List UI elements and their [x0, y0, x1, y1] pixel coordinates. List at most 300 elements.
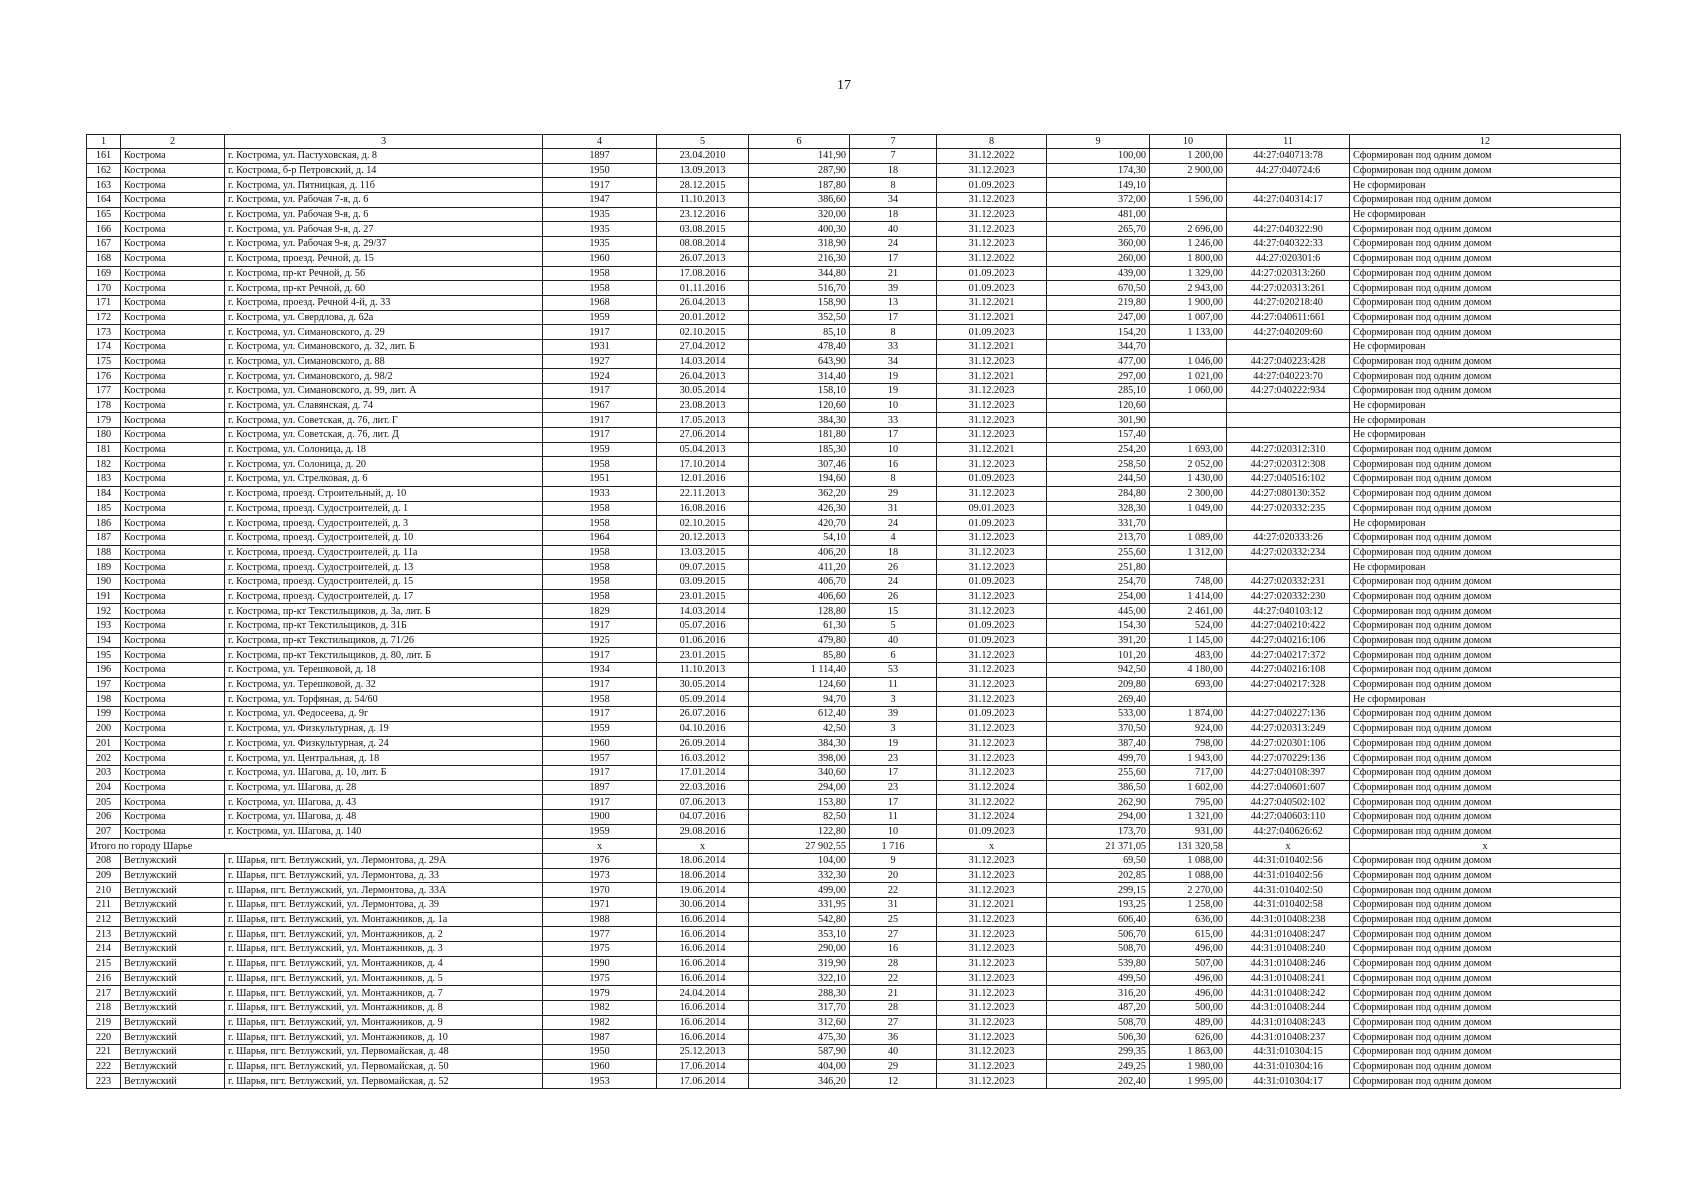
table-cell: 20.01.2012	[657, 310, 749, 325]
table-cell: 1950	[543, 1044, 657, 1059]
table-cell: 30.06.2014	[657, 898, 749, 913]
table-cell: 31.12.2023	[937, 677, 1047, 692]
table-cell: 1 114,40	[749, 663, 850, 678]
table-cell: 31.12.2023	[937, 721, 1047, 736]
table-cell: 215	[87, 956, 121, 971]
table-cell: 31.12.2022	[937, 149, 1047, 164]
table-cell: 16.06.2014	[657, 956, 749, 971]
total-cell: 21 371,05	[1047, 839, 1150, 854]
table-cell: Кострома	[121, 413, 225, 428]
table-cell: 18	[850, 545, 937, 560]
table-cell: 508,70	[1047, 1015, 1150, 1030]
table-cell: 1 007,00	[1150, 310, 1227, 325]
table-cell: Ветлужский	[121, 942, 225, 957]
total-label: Итого по городу Шарье	[87, 839, 543, 854]
table-cell: 44:31:010408:237	[1227, 1030, 1350, 1045]
table-cell: г. Кострома, проезд. Речной, д. 15	[225, 251, 543, 266]
table-cell: Ветлужский	[121, 1030, 225, 1045]
table-cell: 01.09.2023	[937, 574, 1047, 589]
table-cell: 487,20	[1047, 1000, 1150, 1015]
table-cell: 25.12.2013	[657, 1044, 749, 1059]
table-cell: 211	[87, 898, 121, 913]
table-cell: 1964	[543, 530, 657, 545]
table-cell: Не сформирован	[1350, 692, 1621, 707]
table-cell: 496,00	[1150, 971, 1227, 986]
table-cell: 1 693,00	[1150, 442, 1227, 457]
table-cell: Кострома	[121, 604, 225, 619]
table-cell: 12	[850, 1074, 937, 1089]
table-cell: 1960	[543, 736, 657, 751]
table-cell: 31.12.2023	[937, 1074, 1047, 1089]
table-cell: Сформирован под одним домом	[1350, 1030, 1621, 1045]
table-cell: Не сформирован	[1350, 398, 1621, 413]
table-row	[87, 266, 1621, 281]
table-cell: 319,90	[749, 956, 850, 971]
table-cell: 31.12.2023	[937, 736, 1047, 751]
table-cell: 202	[87, 751, 121, 766]
table-cell: 44:27:080130:352	[1227, 486, 1350, 501]
table-cell: 221	[87, 1044, 121, 1059]
table-row	[87, 149, 1621, 164]
table-cell: 1982	[543, 1015, 657, 1030]
table-cell: 20	[850, 868, 937, 883]
table-row	[87, 457, 1621, 472]
table-cell: 44:27:070229:136	[1227, 751, 1350, 766]
table-cell: 16.06.2014	[657, 1030, 749, 1045]
table-cell: Сформирован под одним домом	[1350, 1015, 1621, 1030]
table-cell: 26.07.2016	[657, 707, 749, 722]
table-cell: 44:27:040322:90	[1227, 222, 1350, 237]
table-cell: 318,90	[749, 237, 850, 252]
table-cell: 01.09.2023	[937, 325, 1047, 340]
table-cell: 307,46	[749, 457, 850, 472]
table-row	[87, 310, 1621, 325]
table-cell: г. Кострома, пр-кт Текстильщиков, д. 3а, лит. Б	[225, 604, 543, 619]
table-cell: 508,70	[1047, 942, 1150, 957]
table-cell: 25	[850, 912, 937, 927]
table-cell: 294,00	[1047, 809, 1150, 824]
table-cell: г. Кострома, ул. Рабочая 9-я, д. 27	[225, 222, 543, 237]
table-cell: г. Шарья, пгт. Ветлужский, ул. Монтажников, д. 8	[225, 1000, 543, 1015]
table-cell: 22.11.2013	[657, 486, 749, 501]
table-cell: 1958	[543, 266, 657, 281]
table-cell: 44:27:040209:60	[1227, 325, 1350, 340]
table-cell: Сформирован под одним домом	[1350, 310, 1621, 325]
table-cell: 219,80	[1047, 295, 1150, 310]
table-cell: 254,70	[1047, 574, 1150, 589]
table-cell: 31.12.2023	[937, 237, 1047, 252]
table-cell: Сформирован под одним домом	[1350, 971, 1621, 986]
table-cell: 8	[850, 472, 937, 487]
table-cell: 208	[87, 854, 121, 869]
table-cell: 17	[850, 251, 937, 266]
table-cell: 44:27:040603:110	[1227, 809, 1350, 824]
table-cell: Ветлужский	[121, 1044, 225, 1059]
table-cell: 16.03.2012	[657, 751, 749, 766]
table-row	[87, 1030, 1621, 1045]
table-cell: 194	[87, 633, 121, 648]
table-cell: 85,80	[749, 648, 850, 663]
table-cell: Кострома	[121, 663, 225, 678]
table-cell: Кострома	[121, 751, 225, 766]
table-cell: 1 321,00	[1150, 809, 1227, 824]
table-cell: 346,20	[749, 1074, 850, 1089]
table-cell: 197	[87, 677, 121, 692]
table-cell: 200	[87, 721, 121, 736]
table-cell: 16.06.2014	[657, 912, 749, 927]
table-cell: 19	[850, 384, 937, 399]
table-cell: г. Кострома, проезд. Речной 4-й, д. 33	[225, 295, 543, 310]
table-cell: 387,40	[1047, 736, 1150, 751]
table-cell: Не сформирован	[1350, 516, 1621, 531]
table-cell: 44:27:020312:308	[1227, 457, 1350, 472]
table-cell: 186	[87, 516, 121, 531]
table-cell: 1 980,00	[1150, 1059, 1227, 1074]
table-cell: 206	[87, 809, 121, 824]
table-cell: 203	[87, 765, 121, 780]
table-cell: Кострома	[121, 281, 225, 296]
table-cell: г. Кострома, ул. Шагова, д. 10, лит. Б	[225, 765, 543, 780]
table-cell: 216	[87, 971, 121, 986]
table-cell	[1227, 413, 1350, 428]
table-row	[87, 927, 1621, 942]
table-cell: 17.05.2013	[657, 413, 749, 428]
table-cell: 21	[850, 986, 937, 1001]
table-body	[87, 135, 1621, 1089]
table-cell: 478,40	[749, 339, 850, 354]
column-header: 4	[543, 135, 657, 149]
table-cell: 31.12.2023	[937, 1030, 1047, 1045]
table-cell: 340,60	[749, 765, 850, 780]
table-cell: 31	[850, 898, 937, 913]
table-cell: 209	[87, 868, 121, 883]
table-cell: 18	[850, 207, 937, 222]
table-cell: 1935	[543, 207, 657, 222]
total-cell: x	[657, 839, 749, 854]
table-cell: 44:31:010408:247	[1227, 927, 1350, 942]
table-cell: 1971	[543, 898, 657, 913]
table-cell: 44:27:040227:136	[1227, 707, 1350, 722]
table-cell: 258,50	[1047, 457, 1150, 472]
table-cell: 31.12.2023	[937, 222, 1047, 237]
table-cell: 163	[87, 178, 121, 193]
table-cell: Кострома	[121, 295, 225, 310]
table-cell: Кострома	[121, 677, 225, 692]
table-cell: 299,15	[1047, 883, 1150, 898]
table-cell: 44:27:020332:235	[1227, 501, 1350, 516]
table-cell: 16.08.2016	[657, 501, 749, 516]
table-cell: 172	[87, 310, 121, 325]
table-cell: 384,30	[749, 736, 850, 751]
table-cell: 254,20	[1047, 442, 1150, 457]
table-cell: 44:31:010402:50	[1227, 883, 1350, 898]
table-cell: 19	[850, 736, 937, 751]
table-cell: г. Кострома, проезд. Судостроителей, д. 17	[225, 589, 543, 604]
table-row	[87, 574, 1621, 589]
table-cell: 199	[87, 707, 121, 722]
table-cell: 04.10.2016	[657, 721, 749, 736]
table-row	[87, 428, 1621, 443]
table-cell: 332,30	[749, 868, 850, 883]
table-cell: 44:31:010304:17	[1227, 1074, 1350, 1089]
table-cell: 11.10.2013	[657, 193, 749, 208]
table-cell: 16.06.2014	[657, 971, 749, 986]
table-cell: Кострома	[121, 648, 225, 663]
table-cell: Кострома	[121, 589, 225, 604]
table-cell: г. Кострома, ул. Рабочая 7-я, д. 6	[225, 193, 543, 208]
table-cell: 483,00	[1150, 648, 1227, 663]
table-cell: 344,80	[749, 266, 850, 281]
table-cell: 496,00	[1150, 942, 1227, 957]
table-cell: 19.06.2014	[657, 883, 749, 898]
table-cell: 216,30	[749, 251, 850, 266]
table-cell: Не сформирован	[1350, 413, 1621, 428]
table-cell	[1150, 428, 1227, 443]
table-cell: 1958	[543, 589, 657, 604]
table-row	[87, 663, 1621, 678]
table-cell: 1950	[543, 163, 657, 178]
column-header: 8	[937, 135, 1047, 149]
table-cell: 44:27:020218:40	[1227, 295, 1350, 310]
table-cell: 391,20	[1047, 633, 1150, 648]
table-cell: 693,00	[1150, 677, 1227, 692]
table-cell: 1987	[543, 1030, 657, 1045]
table-cell: 23	[850, 780, 937, 795]
table-cell: 02.10.2015	[657, 516, 749, 531]
table-cell: 1933	[543, 486, 657, 501]
table-cell: 196	[87, 663, 121, 678]
table-cell: Кострома	[121, 428, 225, 443]
table-cell: Сформирован под одним домом	[1350, 751, 1621, 766]
table-cell: 1958	[543, 545, 657, 560]
table-cell	[1150, 413, 1227, 428]
table-cell: 13.09.2013	[657, 163, 749, 178]
table-cell: г. Кострома, пр-кт Речной, д. 56	[225, 266, 543, 281]
table-cell: г. Кострома, ул. Физкультурная, д. 24	[225, 736, 543, 751]
table-cell: 587,90	[749, 1044, 850, 1059]
table-cell: 167	[87, 237, 121, 252]
table-cell: 29	[850, 1059, 937, 1074]
table-cell: 182	[87, 457, 121, 472]
table-cell: 28	[850, 1000, 937, 1015]
table-row	[87, 809, 1621, 824]
table-cell: 44:27:040611:661	[1227, 310, 1350, 325]
table-cell: 14.03.2014	[657, 604, 749, 619]
table-cell: 26.04.2013	[657, 369, 749, 384]
table-cell: 214	[87, 942, 121, 957]
table-cell: г. Шарья, пгт. Ветлужский, ул. Лермонтова, д. 29А	[225, 854, 543, 869]
table-cell: 31.12.2021	[937, 295, 1047, 310]
table-cell: 11.10.2013	[657, 663, 749, 678]
table-cell: 1 430,00	[1150, 472, 1227, 487]
table-row	[87, 619, 1621, 634]
table-cell: 31.12.2022	[937, 251, 1047, 266]
table-cell: 195	[87, 648, 121, 663]
table-cell: Кострома	[121, 574, 225, 589]
table-cell: 03.09.2015	[657, 574, 749, 589]
table-cell	[1227, 398, 1350, 413]
table-cell: 2 300,00	[1150, 486, 1227, 501]
table-cell: 44:31:010408:244	[1227, 1000, 1350, 1015]
table-cell: 1 596,00	[1150, 193, 1227, 208]
table-cell: 31	[850, 501, 937, 516]
table-cell: 44:27:020332:230	[1227, 589, 1350, 604]
table-cell: 1897	[543, 780, 657, 795]
table-cell: 475,30	[749, 1030, 850, 1045]
table-cell: Кострома	[121, 369, 225, 384]
table-cell: 506,70	[1047, 927, 1150, 942]
table-cell: Сформирован под одним домом	[1350, 809, 1621, 824]
table-cell: 01.09.2023	[937, 472, 1047, 487]
table-cell: Не сформирован	[1350, 339, 1621, 354]
table-cell: 1958	[543, 501, 657, 516]
table-cell: 411,20	[749, 560, 850, 575]
table-row	[87, 971, 1621, 986]
table-cell: 2 900,00	[1150, 163, 1227, 178]
table-cell: 445,00	[1047, 604, 1150, 619]
table-cell: 158,10	[749, 384, 850, 399]
table-cell: 924,00	[1150, 721, 1227, 736]
table-row	[87, 545, 1621, 560]
table-cell: 183	[87, 472, 121, 487]
table-cell: Ветлужский	[121, 1000, 225, 1015]
table-cell: 496,00	[1150, 986, 1227, 1001]
table-cell: 31.12.2023	[937, 398, 1047, 413]
table-cell: 1 089,00	[1150, 530, 1227, 545]
table-cell: 34	[850, 193, 937, 208]
table-cell: 34	[850, 354, 937, 369]
table-cell: 31.12.2023	[937, 384, 1047, 399]
table-cell: 1900	[543, 809, 657, 824]
table-cell: 31.12.2023	[937, 956, 1047, 971]
table-cell: 1967	[543, 398, 657, 413]
table-cell: 162	[87, 163, 121, 178]
table-cell: 1917	[543, 765, 657, 780]
table-cell: 188	[87, 545, 121, 560]
table-cell: г. Кострома, пр-кт Речной, д. 60	[225, 281, 543, 296]
table-cell: Ветлужский	[121, 898, 225, 913]
table-cell: 23.01.2015	[657, 648, 749, 663]
table-cell: Кострома	[121, 325, 225, 340]
table-cell: 499,50	[1047, 971, 1150, 986]
table-row	[87, 912, 1621, 927]
table-cell: 03.08.2015	[657, 222, 749, 237]
table-cell: 748,00	[1150, 574, 1227, 589]
table-cell: 1 088,00	[1150, 868, 1227, 883]
table-cell: 128,80	[749, 604, 850, 619]
table-cell: г. Кострома, ул. Славянская, д. 74	[225, 398, 543, 413]
table-cell: 157,40	[1047, 428, 1150, 443]
table-cell: Кострома	[121, 398, 225, 413]
table-cell: 44:31:010408:243	[1227, 1015, 1350, 1030]
table-cell: 287,90	[749, 163, 850, 178]
table-cell: 1917	[543, 325, 657, 340]
table-cell: 44:27:020332:234	[1227, 545, 1350, 560]
table-cell: 24	[850, 574, 937, 589]
table-cell: 217	[87, 986, 121, 1001]
table-cell: 31.12.2023	[937, 413, 1047, 428]
table-cell: 1958	[543, 560, 657, 575]
table-cell: 22	[850, 883, 937, 898]
table-cell: 223	[87, 1074, 121, 1089]
table-cell	[1227, 339, 1350, 354]
table-cell: 171	[87, 295, 121, 310]
table-cell: Кострома	[121, 486, 225, 501]
table-cell: 194,60	[749, 472, 850, 487]
table-cell: 44:31:010408:246	[1227, 956, 1350, 971]
table-cell: 331,70	[1047, 516, 1150, 531]
table-cell: 31.12.2023	[937, 663, 1047, 678]
table-cell: 100,00	[1047, 149, 1150, 164]
table-cell: г. Кострома, проезд. Судостроителей, д. 1	[225, 501, 543, 516]
table-cell: 1959	[543, 310, 657, 325]
table-cell: г. Шарья, пгт. Ветлужский, ул. Монтажников, д. 10	[225, 1030, 543, 1045]
table-cell: 11	[850, 809, 937, 824]
table-cell: 31.12.2023	[937, 457, 1047, 472]
table-cell: 7	[850, 149, 937, 164]
table-cell: 44:27:020332:231	[1227, 574, 1350, 589]
total-cell: 131 320,58	[1150, 839, 1227, 854]
table-row	[87, 604, 1621, 619]
table-cell: 44:27:040601:607	[1227, 780, 1350, 795]
table-cell: 24.04.2014	[657, 986, 749, 1001]
table-row	[87, 1015, 1621, 1030]
table-cell: 181,80	[749, 428, 850, 443]
table-cell: 177	[87, 384, 121, 399]
table-cell: Сформирован под одним домом	[1350, 442, 1621, 457]
table-cell: г. Кострома, пр-кт Текстильщиков, д. 31Б	[225, 619, 543, 634]
table-row	[87, 222, 1621, 237]
table-cell: 166	[87, 222, 121, 237]
table-cell: Кострома	[121, 163, 225, 178]
table-cell: 85,10	[749, 325, 850, 340]
table-cell: 31.12.2023	[937, 428, 1047, 443]
table-cell: 31.12.2023	[937, 1015, 1047, 1030]
table-cell: 406,20	[749, 545, 850, 560]
table-row	[87, 354, 1621, 369]
table-cell: 44:31:010402:58	[1227, 898, 1350, 913]
table-cell: 29.08.2016	[657, 824, 749, 839]
table-cell: Кострома	[121, 457, 225, 472]
table-cell: Ветлужский	[121, 883, 225, 898]
table-cell: г. Кострома, ул. Шагова, д. 43	[225, 795, 543, 810]
table-row	[87, 251, 1621, 266]
table-cell: 1958	[543, 281, 657, 296]
table-cell: г. Кострома, проезд. Строительный, д. 10	[225, 486, 543, 501]
table-cell: 12.01.2016	[657, 472, 749, 487]
table-cell: 104,00	[749, 854, 850, 869]
table-cell: 42,50	[749, 721, 850, 736]
table-cell: Сформирован под одним домом	[1350, 765, 1621, 780]
table-cell: 612,40	[749, 707, 850, 722]
table-cell: 39	[850, 281, 937, 296]
table-cell: г. Шарья, пгт. Ветлужский, ул. Первомайская, д. 52	[225, 1074, 543, 1089]
table-cell: Сформирован под одним домом	[1350, 384, 1621, 399]
table-cell: 1 900,00	[1150, 295, 1227, 310]
table-cell: Ветлужский	[121, 912, 225, 927]
table-cell: 322,10	[749, 971, 850, 986]
total-cell: x	[1227, 839, 1350, 854]
table-cell: 33	[850, 413, 937, 428]
table-cell: 16	[850, 457, 937, 472]
table-cell: 19	[850, 369, 937, 384]
table-cell: 213	[87, 927, 121, 942]
table-cell: 44:27:040223:428	[1227, 354, 1350, 369]
table-cell: 165	[87, 207, 121, 222]
header-row	[87, 135, 1621, 149]
table-cell: 31.12.2023	[937, 560, 1047, 575]
table-cell: 1979	[543, 986, 657, 1001]
